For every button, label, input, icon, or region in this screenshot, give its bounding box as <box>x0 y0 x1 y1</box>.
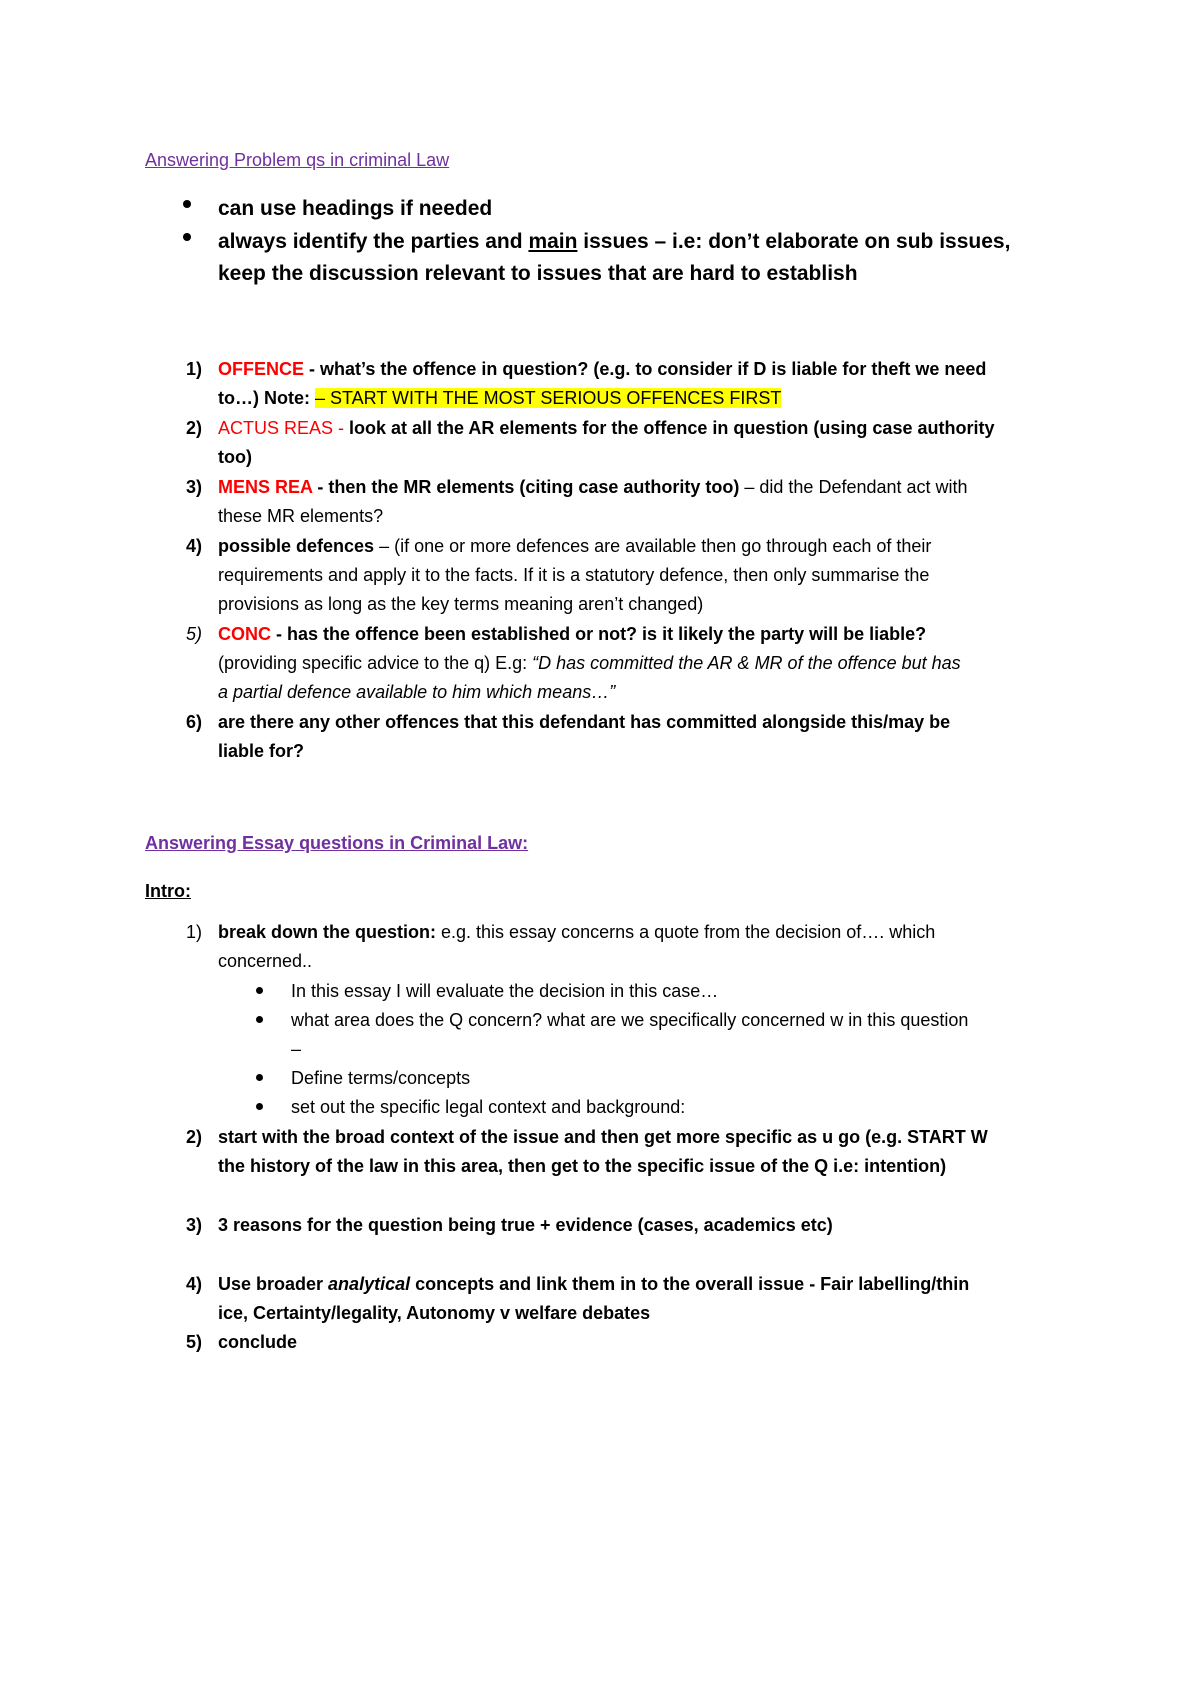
essay-subitem-2-cont: – <box>291 1039 302 1059</box>
list-number: 3) <box>185 477 202 497</box>
essay-item-1: break down the question: e.g. this essay concerns a quote from the decision of…. which <box>218 922 936 942</box>
problem-item-4: possible defences – (if one or more defences are available then go through each of their <box>218 536 932 556</box>
essay-item-3: 3 reasons for the question being true + evidence (cases, academics etc) <box>218 1215 833 1235</box>
bullet-icon <box>256 1103 263 1110</box>
list-number: 6) <box>185 712 202 732</box>
essay-subitem-2: what area does the Q concern? what are we specifically concerned w in this question <box>291 1010 969 1030</box>
problem-item-5: CONC - has the offence been established or not? is it likely the party will be liable? <box>218 624 927 644</box>
bullet-icon <box>183 233 191 241</box>
list-number: 1) <box>185 359 202 379</box>
problem-item-2-cont: too) <box>218 447 252 467</box>
problem-item-5-cont: (providing specific advice to the q) E.g: “D has committed the AR & MR of the offence but has <box>218 653 961 673</box>
essay-item-5: conclude <box>218 1332 298 1352</box>
essay-item-2: start with the broad context of the issue and then get more specific as u go (e.g. START W <box>218 1127 988 1147</box>
bullet-icon <box>256 1016 263 1023</box>
problem-item-6-cont: liable for? <box>218 741 305 761</box>
list-number: 2) <box>185 418 202 438</box>
problem-item-4-cont: provisions as long as the key terms meaning aren’t changed) <box>218 594 704 614</box>
problem-item-1-cont: to…) Note: – START WITH THE MOST SERIOUS OFFENCES FIRST <box>218 388 782 408</box>
bullet-icon <box>183 200 191 208</box>
problem-item-2: ACTUS REAS - look at all the AR elements for the offence in question (using case authority <box>218 418 995 438</box>
problem-item-5-cont: a partial defence available to him which means…” <box>218 682 616 702</box>
essay-subitem-4: set out the specific legal context and background: <box>291 1097 686 1117</box>
list-number: 1) <box>185 922 202 942</box>
problem-item-6: are there any other offences that this defendant has committed alongside this/may be <box>218 712 951 732</box>
problem-bullet-2-cont: keep the discussion relevant to issues that are hard to establish <box>218 262 858 285</box>
problem-item-3-cont: these MR elements? <box>218 506 384 526</box>
essay-item-4-cont: ice, Certainty/legality, Autonomy v welfare debates <box>218 1303 651 1323</box>
list-number: 4) <box>185 536 202 556</box>
problem-item-3: MENS REA - then the MR elements (citing case authority too) – did the Defendant act with <box>218 477 968 497</box>
problem-item-4-cont: requirements and apply it to the facts. If it is a statutory defence, then only summarise the <box>218 565 930 585</box>
bullet-icon <box>256 1074 263 1081</box>
list-number: 4) <box>185 1274 202 1294</box>
problem-bullet-1: can use headings if needed <box>218 197 493 220</box>
bullet-icon <box>256 987 263 994</box>
list-number: 5) <box>185 1332 202 1352</box>
essay-item-4: Use broader analytical concepts and link them in to the overall issue - Fair labelling/thin <box>218 1274 970 1294</box>
list-number: 2) <box>185 1127 202 1147</box>
essay-item-2-cont: the history of the law in this area, then get to the specific issue of the Q i.e: intention) <box>218 1156 947 1176</box>
essay-subitem-3: Define terms/concepts <box>291 1068 471 1088</box>
essay-heading: Answering Essay questions in Criminal Law: <box>145 833 529 853</box>
problem-bullet-2: always identify the parties and main issues – i.e: don’t elaborate on sub issues, <box>218 230 1011 253</box>
list-number: 5) <box>185 624 202 644</box>
problem-heading: Answering Problem qs in criminal Law <box>145 150 450 170</box>
highlight-note: – START WITH THE MOST SERIOUS OFFENCES FIRST <box>314 388 782 408</box>
essay-subitem-1: In this essay I will evaluate the decision in this case… <box>291 981 719 1001</box>
problem-item-1: OFFENCE - what’s the offence in question? (e.g. to consider if D is liable for theft we need <box>218 359 987 379</box>
intro-heading: Intro: <box>145 881 191 901</box>
essay-item-1-cont: concerned.. <box>218 951 313 971</box>
list-number: 3) <box>185 1215 202 1235</box>
